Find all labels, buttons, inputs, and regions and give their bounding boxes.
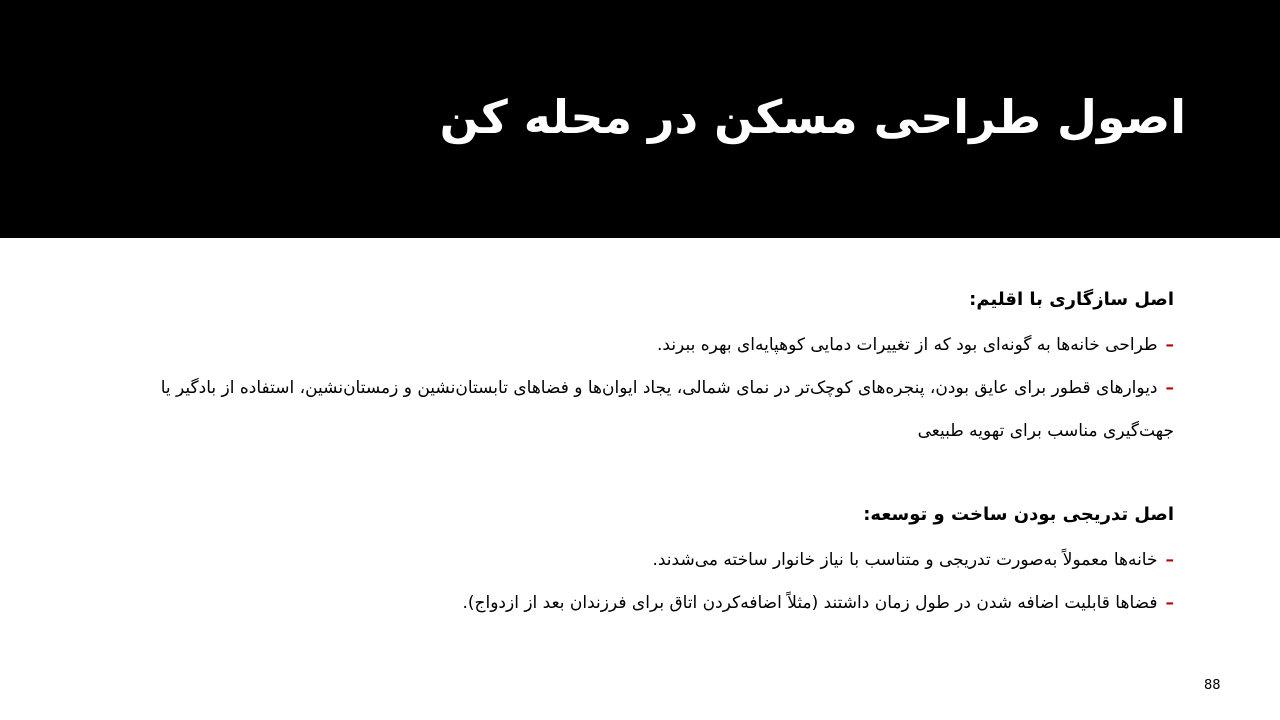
slide-title: اصول طراحی مسکن در محله کن [439,90,1186,144]
section-climate [104,280,1174,453]
section-gradual-development [104,495,1174,625]
page-number: 88 [1204,678,1221,693]
bullet-text: فضاها قابلیت اضافه شدن در طول زمان داشتند (مثلاً اضافه‌کردن اتاق برای فرزندان بعد از ازدواج). [462,593,1158,613]
section-spacer [104,453,1174,495]
bullet-marker: – [1165,378,1174,398]
bullet-item [104,582,1174,625]
bullet-text: خانه‌ها معمولاً به‌صورت تدریجی و متناسب با نیاز خانوار ساخته می‌شدند. [652,550,1158,570]
bullet-text: دیوارهای قطور برای عایق بودن، پنجره‌های کوچک‌تر در نمای شمالی، یجاد ایوان‌ها و فضاهای تابستان‌نشین و زمستان‌نشین، استفاده از بادگیر یا جهت‌گیری مناسب برای تهویه طبیعی [160,378,1174,441]
slide-header [0,0,1280,238]
bullet-marker: – [1165,593,1174,613]
bullet-item [104,324,1174,367]
bullet-item [104,367,1174,453]
bullet-marker: – [1165,335,1174,355]
bullet-text: طراحی خانه‌ها به گونه‌ای بود که از تغییرات دمایی کوهپایه‌ای بهره ببرند. [657,335,1158,355]
slide-body [104,280,1174,625]
section-heading: اصل تدریجی بودن ساخت و توسعه: [863,504,1174,525]
section-heading: اصل سازگاری با اقلیم: [969,289,1174,310]
bullet-item [104,539,1174,582]
bullet-marker: – [1165,550,1174,570]
